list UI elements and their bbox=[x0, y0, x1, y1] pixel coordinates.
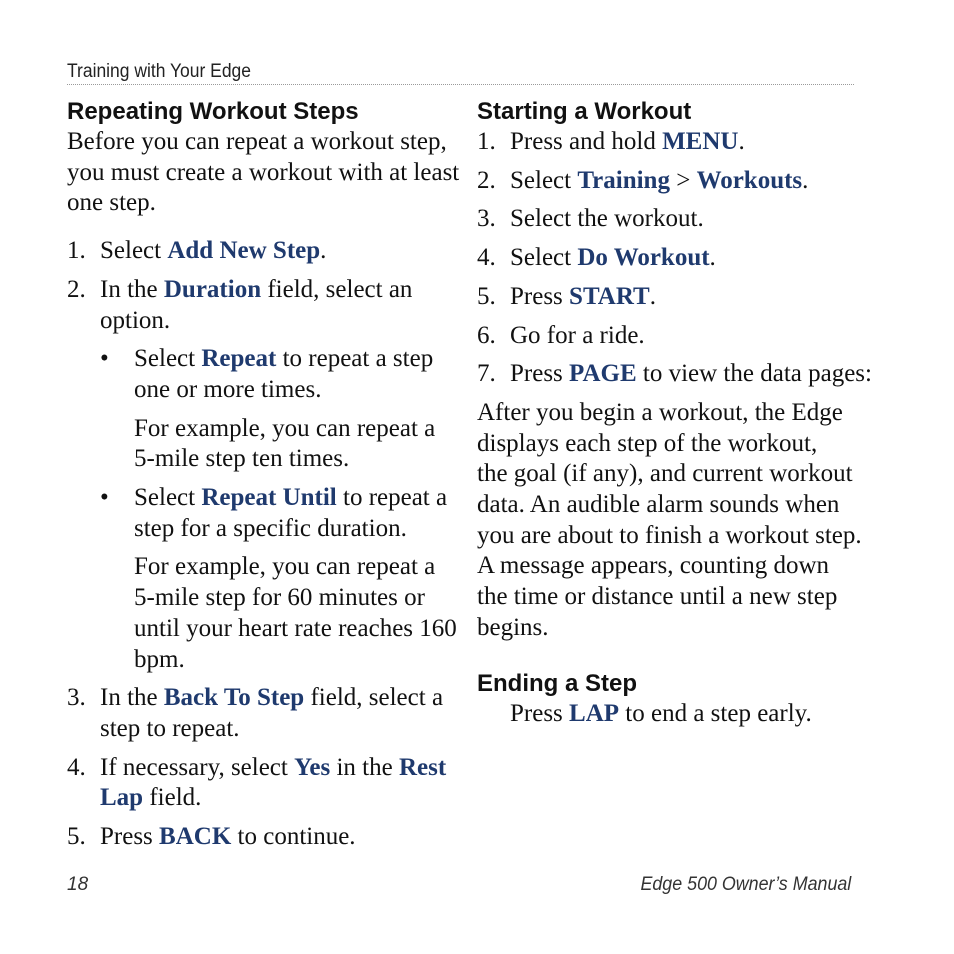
left-column bbox=[67, 96, 460, 853]
key-term: Yes bbox=[294, 753, 331, 781]
bullet-repeat-until: • Select Repeat Until to repeat a step for a specific duration. bbox=[100, 484, 448, 542]
right-column bbox=[477, 96, 872, 729]
section-heading-starting: Starting a Workout bbox=[477, 98, 692, 125]
running-header: Training with Your Edge bbox=[67, 61, 251, 82]
list-item-step-2: 2. In the Duration field, select an option. bbox=[67, 275, 413, 334]
section-heading-ending: Ending a Step bbox=[477, 669, 638, 697]
ending-paragraph: Press LAP to end a step early. bbox=[510, 699, 812, 727]
starting-steps-list bbox=[477, 127, 872, 390]
key-term: Duration bbox=[163, 275, 262, 303]
key-term: Back To Step bbox=[163, 684, 305, 712]
list-item-step-1: 1. Select Add New Step. bbox=[67, 237, 327, 265]
list-item: 7. Press PAGE to view the data pages: bbox=[477, 360, 872, 388]
list-item-step-5: 5. Press BACK to continue. bbox=[67, 823, 356, 851]
key-term: PAGE bbox=[569, 360, 637, 388]
key-term: Lap bbox=[100, 784, 144, 812]
list-item: 6. Go for a ride. bbox=[477, 321, 645, 349]
intro-paragraph: Before you can repeat a workout step, you must create a workout with at least one step. bbox=[67, 128, 460, 217]
example-paragraph: For example, you can repeat a 5-mile step ten times. bbox=[134, 414, 436, 473]
list-item-step-3: 3. In the Back To Step field, select a step to repeat. bbox=[67, 684, 444, 742]
section-heading-repeating: Repeating Workout Steps bbox=[67, 98, 359, 125]
list-item: 5. Press START. bbox=[477, 282, 656, 310]
example-paragraph: For example, you can repeat a 5-mile step for 60 minutes or until your heart rate reaches 160 bpm. bbox=[134, 553, 457, 673]
key-term: Repeat Until bbox=[201, 484, 337, 512]
key-term: START bbox=[569, 282, 650, 310]
key-term: Rest bbox=[398, 753, 447, 781]
list-item: 3. Select the workout. bbox=[477, 205, 704, 233]
list-item: 1. Press and hold MENU. bbox=[477, 128, 745, 155]
key-term: Workouts bbox=[696, 166, 803, 194]
bullet-repeat: • Select Repeat to repeat a step one or more times. bbox=[100, 345, 434, 403]
list-item: 2. Select Training > Workouts. bbox=[477, 166, 809, 194]
key-term: Add New Step bbox=[167, 237, 321, 265]
list-item-step-4: 4. If necessary, select Yes in the Rest Lap field. bbox=[67, 753, 447, 812]
workout-description-paragraph: After you begin a workout, the Edge displays each step of the workout, the goal (if any), and current workout data. An audible alarm sounds when you are about to finish a workout step. A message appears, counting down the time or distance until a new step begins. bbox=[477, 398, 862, 641]
key-term: LAP bbox=[569, 699, 620, 727]
list-item: 4. Select Do Workout. bbox=[477, 244, 716, 272]
key-term: Do Workout bbox=[577, 244, 710, 272]
key-term: Training bbox=[577, 166, 670, 194]
header-divider bbox=[67, 84, 854, 85]
key-term: MENU bbox=[662, 128, 739, 155]
manual-title: Edge 500 Owner’s Manual bbox=[640, 874, 851, 895]
key-term: Repeat bbox=[201, 345, 277, 373]
key-term: BACK bbox=[159, 823, 232, 851]
page-number: 18 bbox=[67, 874, 89, 895]
